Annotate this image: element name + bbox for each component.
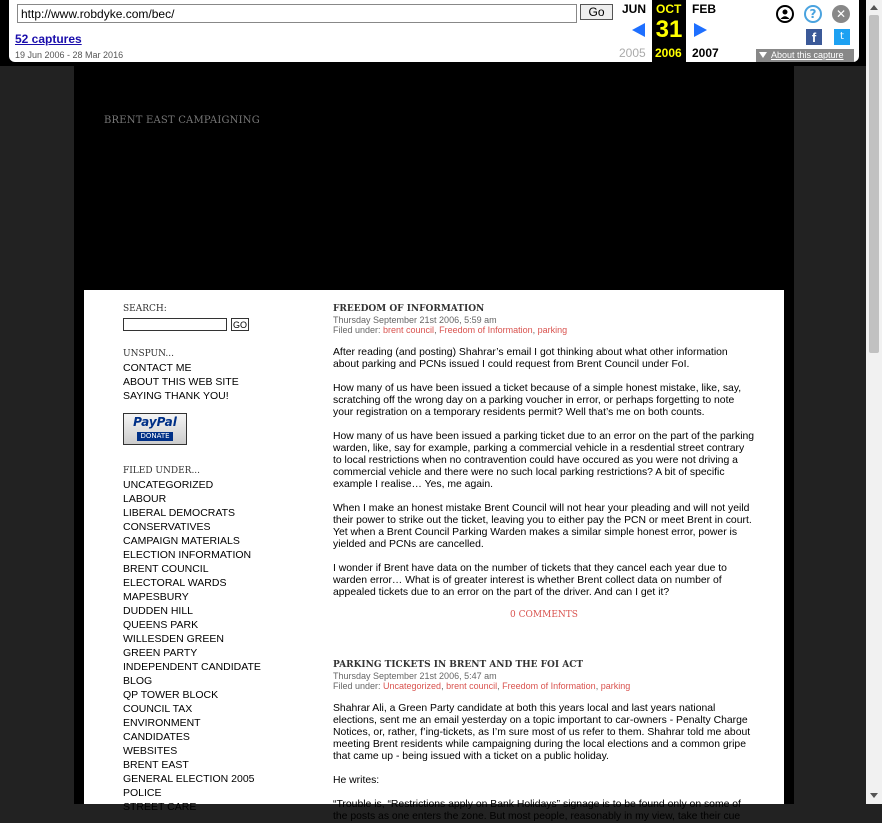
post	[333, 660, 755, 823]
post-body	[333, 703, 755, 823]
category-link[interactable]: WILLESDEN GREEN	[123, 633, 224, 645]
page-link[interactable]: CONTACT ME	[123, 362, 192, 374]
url-input[interactable]	[17, 4, 577, 23]
next-year-label[interactable]: 2007	[692, 46, 719, 60]
category-link[interactable]: DUDDEN HILL	[123, 605, 194, 617]
category-link[interactable]: QP TOWER BLOCK	[123, 689, 219, 701]
comments-link[interactable]: 0 COMMENTS	[510, 610, 578, 620]
category-list	[123, 478, 261, 814]
paypal-donate-button[interactable]	[123, 413, 187, 445]
post-paragraph: How many of us have been issued a ticket because of a simple honest mistake, like, say, scratching off the wrong day on a parking voucher in error, or perhaps forgetting to note your registration on a temporary residents permit? Well that’s me on both counts.	[333, 383, 742, 418]
filed-under-heading: FILED UNDER...	[123, 466, 201, 476]
scrollbar-thumb[interactable]	[869, 15, 879, 353]
post-title[interactable]: PARKING TICKETS IN BRENT AND THE FOI ACT	[333, 660, 584, 670]
about-capture-label: About this capture	[771, 50, 844, 60]
post-date: Thursday September 21st 2006, 5:59 am	[333, 315, 497, 325]
current-year-label: 2006	[655, 46, 682, 60]
main-posts	[333, 304, 755, 823]
scroll-down-arrow-icon[interactable]	[870, 793, 878, 798]
caret-down-icon	[759, 52, 767, 58]
category-link[interactable]: BRENT EAST	[123, 759, 189, 771]
post-category-link[interactable]: Uncategorized	[383, 681, 442, 691]
unspun-heading: UNSPUN...	[123, 349, 174, 359]
captures-link[interactable]: 52 captures	[15, 32, 82, 46]
post-category-link[interactable]: parking	[600, 681, 631, 691]
category-link[interactable]: BLOG	[123, 675, 153, 687]
category-link[interactable]: POLICE	[123, 787, 162, 799]
post-body	[333, 347, 755, 599]
category-link[interactable]: GREEN PARTY	[123, 647, 198, 659]
post-category-link[interactable]: brent council	[446, 681, 498, 691]
category-link[interactable]: BRENT COUNCIL	[123, 563, 209, 575]
capture-date-range: 19 Jun 2006 - 28 Mar 2016	[15, 50, 124, 60]
go-button[interactable]: Go	[580, 4, 613, 20]
category-link[interactable]: CONSERVATIVES	[123, 521, 211, 533]
post-filed-under: Filed under: Uncategorized, brent council, Freedom of Information, parking	[333, 681, 631, 691]
site-title[interactable]: BRENT EAST CAMPAIGNING	[104, 115, 260, 126]
next-capture-arrow-icon[interactable]	[694, 23, 707, 37]
category-link[interactable]: INDEPENDENT CANDIDATE	[123, 661, 261, 673]
page-link[interactable]: ABOUT THIS WEB SITE	[123, 376, 239, 388]
help-icon[interactable]: ?	[804, 5, 822, 23]
scroll-up-arrow-icon[interactable]	[870, 5, 878, 10]
user-silhouette-icon	[778, 7, 792, 21]
search-input[interactable]	[123, 318, 227, 331]
category-link[interactable]: UNCATEGORIZED	[123, 479, 214, 491]
post-category-link[interactable]: brent council	[383, 325, 435, 335]
prev-month-label[interactable]: JUN	[622, 2, 647, 16]
vertical-scrollbar[interactable]	[866, 0, 882, 804]
post-title[interactable]: FREEDOM OF INFORMATION	[333, 304, 485, 314]
category-link[interactable]: ELECTION INFORMATION	[123, 549, 252, 561]
post-paragraph: Shahrar Ali, a Green Party candidate at both this years local and last years national elections, sent me an email yesterday on a topic important to car-owners - Penalty Charge Notices, or, rather, f’ing-tickets, as I’m sure most of us refer to them. Shahrar told me about meeting Brent residents while campaigning during the local elections and a common gripe that came up - being issued with a ticket on a public holiday.	[333, 703, 751, 762]
category-link[interactable]: CAMPAIGN MATERIALS	[123, 535, 240, 547]
post-paragraph: I wonder if Brent have data on the number of tickets that they cancel each year due to warden error… What is of greater interest is whether Brent collect data on number of appealed tickets due to an error on the part of the driver. And can I get it?	[333, 563, 727, 598]
post-date: Thursday September 21st 2006, 5:47 am	[333, 671, 497, 681]
post-category-link[interactable]: parking	[537, 325, 568, 335]
twitter-icon[interactable]: t	[834, 29, 850, 45]
close-icon[interactable]: ✕	[832, 5, 850, 23]
pages-list	[123, 361, 239, 403]
category-link[interactable]: LABOUR	[123, 493, 167, 505]
post-paragraph: “Trouble is, “Restrictions apply on Bank Holidays” signage is to be found only on some of the posts as one enters the zone. But most people, reasonably in my view, take their cue	[333, 799, 741, 822]
category-link[interactable]: STREET CARE	[123, 801, 197, 813]
post-paragraph: How many of us have been issued a parking ticket due to an error on the part of the parking warden, like, say for example, parking a commercial vehicle in a resdential street contrary to local restrictions when no contravention could have occured as you were not driving a commercial vehicle and there were no such local parking restrictions? A bit of specific example I realise… Yes, me again.	[333, 431, 755, 490]
category-link[interactable]: QUEENS PARK	[123, 619, 199, 631]
category-link[interactable]: ELECTORAL WARDS	[123, 577, 227, 589]
filed-under-prefix: Filed under:	[333, 325, 384, 335]
filed-under-prefix: Filed under:	[333, 681, 384, 691]
category-link[interactable]: WEBSITES	[123, 745, 178, 757]
about-capture-button[interactable]	[756, 49, 854, 62]
post-paragraph: After reading (and posting) Shahrar’s email I got thinking about what other information about parking and PCNs issued I could request from Brent Council under FoI.	[333, 347, 728, 370]
category-link[interactable]: CANDIDATES	[123, 731, 190, 743]
current-month-label: OCT	[656, 2, 682, 16]
post-paragraph: When I make an honest mistake Brent Council will not hear your pleading and will not yeild their power to strike out the ticket, leaving you to either pay the PCN or meet Brent in court. Yet when a Brent Council Parking Warden makes a similar simple honest error, power is yielded and PCNs are cancelled.	[333, 503, 752, 550]
category-link[interactable]: LIBERAL DEMOCRATS	[123, 507, 236, 519]
page-link[interactable]: SAYING THANK YOU!	[123, 390, 229, 402]
category-link[interactable]: GENERAL ELECTION 2005	[123, 773, 255, 785]
prev-capture-arrow-icon[interactable]	[632, 23, 645, 37]
search-go-button[interactable]: GO	[232, 319, 247, 330]
content-area	[84, 290, 784, 822]
post-category-link[interactable]: Freedom of Information	[502, 681, 596, 691]
paypal-logo-label: PayPal	[133, 415, 177, 429]
post-filed-under: Filed under: brent council, Freedom of Information, parking	[333, 325, 568, 335]
next-month-label[interactable]: FEB	[692, 2, 716, 16]
category-link[interactable]: MAPESBURY	[123, 591, 189, 603]
prev-year-label[interactable]: 2005	[619, 46, 646, 60]
post-paragraph: He writes:	[333, 775, 380, 786]
search-label: SEARCH:	[123, 304, 167, 314]
category-link[interactable]: ENVIRONMENT	[123, 717, 201, 729]
user-account-icon[interactable]	[776, 5, 794, 23]
category-link[interactable]: COUNCIL TAX	[123, 703, 193, 715]
facebook-icon[interactable]: f	[806, 29, 822, 45]
donate-label: DONATE	[137, 432, 172, 441]
post-category-link[interactable]: Freedom of Information	[439, 325, 533, 335]
post	[333, 304, 755, 620]
current-day-label: 31	[655, 16, 683, 43]
